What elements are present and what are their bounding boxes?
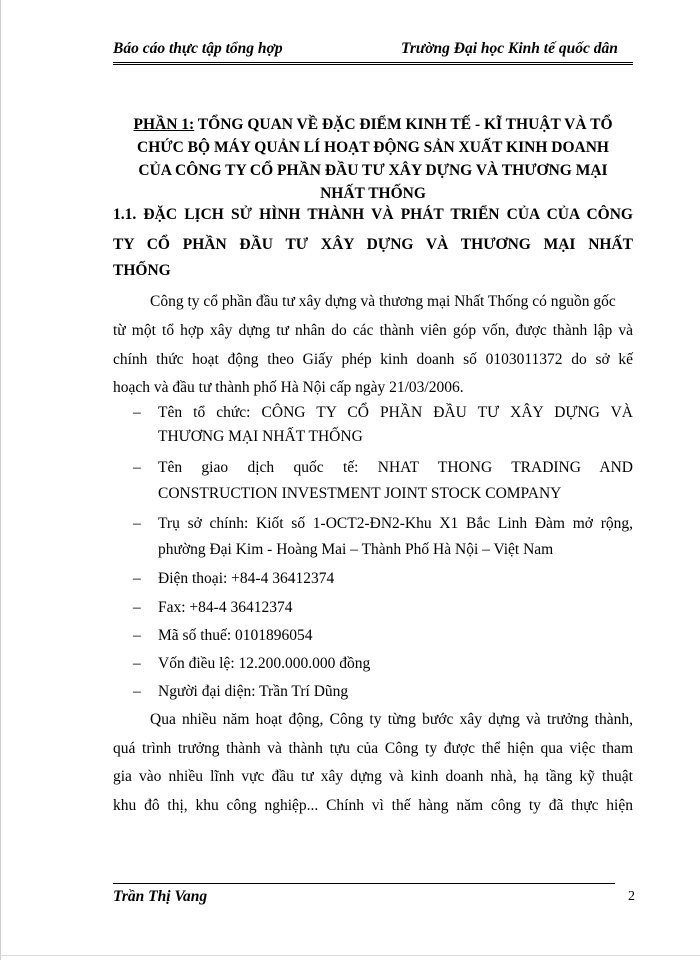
closing-line-4: khu đô thị, khu công nghiệp... Chính vì thế hàng năm công ty đã thực hiện <box>113 797 633 814</box>
page-bottom-edge <box>0 955 700 956</box>
bullet-headquarters-line-2: phường Đại Kim - Hoàng Mai – Thành Phố Hà Nội – Việt Nam <box>158 541 554 558</box>
closing-line-2: quá trình trưởng thành và thành tựu của Công ty được thể hiện qua việc tham <box>113 740 633 757</box>
header-rule-thick <box>113 62 633 63</box>
part-title-line-1-text: TỔNG QUAN VỀ ĐẶC ĐIỂM KINH TẾ - KĨ THUẬT VÀ TỔ <box>194 116 613 133</box>
bullet-phone: Điện thoại: +84-4 36412374 <box>158 570 335 587</box>
bullet-dash: – <box>133 515 141 532</box>
header-university: Trường Đại học Kinh tế quốc dân <box>401 40 618 57</box>
intro-line-1: Công ty cổ phần đầu tư xây dựng và thương mại Nhất Thống có nguồn gốc <box>150 293 616 310</box>
bullet-org-name-line-1: Tên tổ chức: CÔNG TY CỔ PHẦN ĐẦU TƯ XÂY DỰNG VÀ <box>158 404 633 421</box>
bullet-tax-code: Mã số thuế: 0101896054 <box>158 627 313 644</box>
bullet-dash: – <box>133 404 141 421</box>
page-left-edge <box>0 0 1 960</box>
part-title-line-3: CỦA CÔNG TY CỔ PHẦN ĐẦU TƯ XÂY DỰNG VÀ THƯƠNG MẠI <box>138 162 608 179</box>
bullet-dash: – <box>133 459 141 476</box>
bullet-dash: – <box>133 627 141 644</box>
part-title-line-1 <box>113 113 633 136</box>
bullet-dash: – <box>133 599 141 616</box>
section-heading-line-1: 1.1. ĐẶC LỊCH SỬ HÌNH THÀNH VÀ PHÁT TRIỂN CỦA CỦA CÔNG <box>113 206 633 223</box>
bullet-representative: Người đại diện: Trần Trí Dũng <box>158 683 349 700</box>
bullet-charter-capital: Vốn điều lệ: 12.200.000.000 đồng <box>158 655 371 672</box>
footer-author: Trần Thị Vang <box>113 888 208 905</box>
part-title-line-2: CHỨC BỘ MÁY QUẢN LÍ HOẠT ĐỘNG SẢN XUẤT KINH DOANH <box>137 139 609 156</box>
intro-line-3: chính thức hoạt động theo Giấy phép kinh doanh số 0103011372 do sở kế <box>113 351 633 368</box>
section-heading-line-2: TY CỔ PHẦN ĐẦU TƯ XÂY DỰNG VÀ THƯƠNG MẠI NHẤT <box>113 236 633 253</box>
closing-line-3: gia vào nhiều lĩnh vực đầu tư xây dựng và kinh doanh nhà, hạ tầng kỹ thuật <box>113 768 633 785</box>
footer-rule <box>113 883 615 884</box>
section-heading-line-3: THỐNG <box>113 262 171 279</box>
intro-line-2: từ một tổ hợp xây dựng tư nhân do các thành viên góp vốn, được thành lập và <box>113 322 633 339</box>
footer-page-number: 2 <box>628 889 635 904</box>
bullet-dash: – <box>133 683 141 700</box>
header-rule-thin <box>113 64 633 65</box>
bullet-org-name-line-2: THƯƠNG MẠI NHẤT THỐNG <box>158 428 363 445</box>
bullet-dash: – <box>133 570 141 587</box>
bullet-intl-name-line-1: Tên giao dịch quốc tế: NHAT THONG TRADING AND <box>158 459 633 476</box>
bullet-dash: – <box>133 655 141 672</box>
closing-line-1: Qua nhiều năm hoạt động, Công ty từng bước xây dựng và trưởng thành, <box>150 711 633 728</box>
header-report-title: Báo cáo thực tập tổng hợp <box>113 40 283 57</box>
bullet-intl-name-line-2: CONSTRUCTION INVESTMENT JOINT STOCK COMPANY <box>158 485 562 502</box>
bullet-headquarters-line-1: Trụ sở chính: Kiốt số 1-OCT2-ĐN2-Khu X1 Bắc Linh Đàm mở rộng, <box>158 515 633 532</box>
part-title <box>113 113 633 205</box>
intro-line-4: hoạch và đầu tư thành phố Hà Nội cấp ngày 21/03/2006. <box>113 379 464 396</box>
part-label: PHẦN 1: <box>133 116 195 133</box>
part-title-line-4: NHẤT THỐNG <box>320 185 426 202</box>
bullet-fax: Fax: +84-4 36412374 <box>158 599 293 616</box>
